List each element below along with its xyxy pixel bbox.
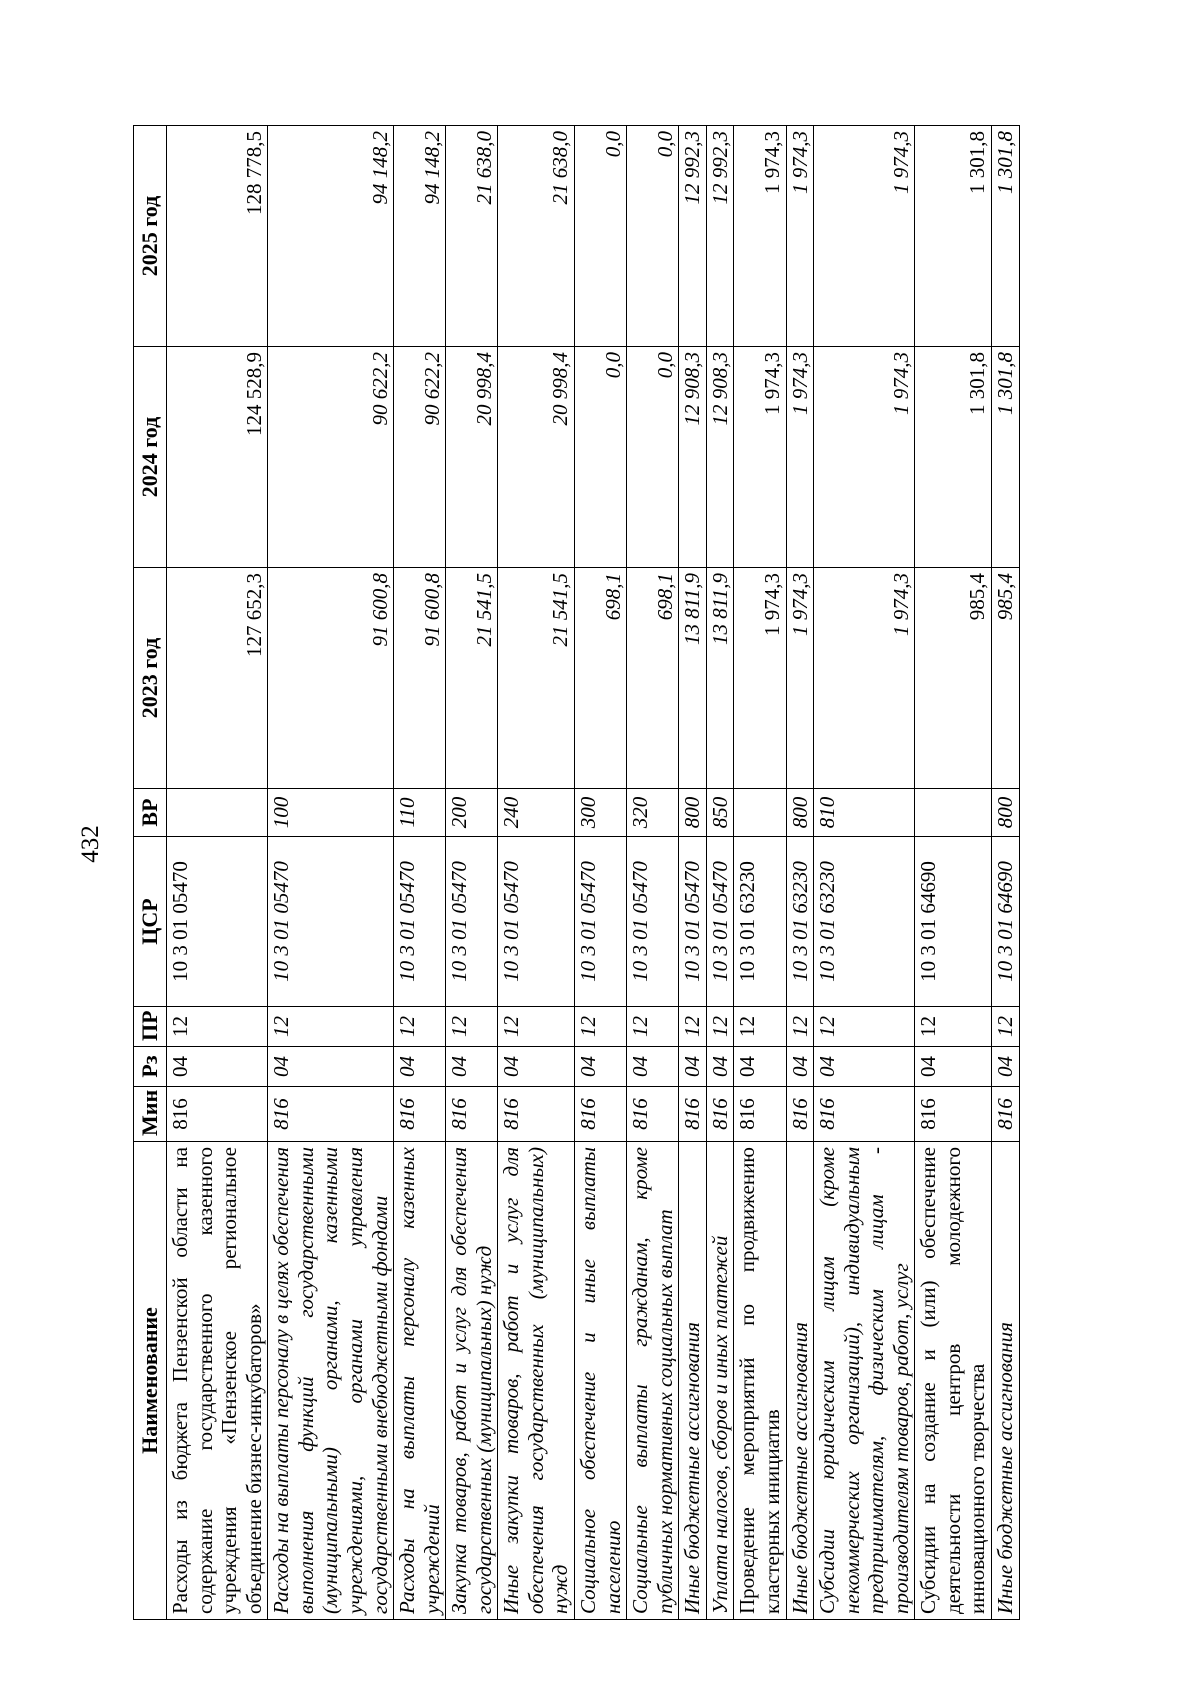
cell-name: Иные закупки товаров, работ и услуг для обеспечения государственных (муниципальных) нужд [498, 1142, 575, 1620]
table-row [627, 126, 679, 1620]
table-row [706, 126, 734, 1620]
cell-y2024: 124 528,9 [167, 347, 268, 568]
cell-min: 816 [575, 1087, 627, 1142]
cell-csr: 10 3 01 63230 [786, 837, 814, 1007]
cell-vr: 320 [627, 789, 679, 837]
table-rotator [133, 125, 1020, 1620]
cell-rz: 04 [446, 1047, 498, 1087]
cell-pr: 12 [786, 1007, 814, 1047]
cell-y2023: 13 811,9 [679, 568, 707, 789]
cell-csr: 10 3 01 05470 [679, 837, 707, 1007]
table-row [992, 126, 1020, 1620]
cell-y2023: 21 541,5 [446, 568, 498, 789]
header-rz: Рз [134, 1047, 167, 1087]
cell-y2025: 12 992,3 [706, 126, 734, 347]
cell-csr: 10 3 01 64690 [992, 837, 1020, 1007]
cell-csr: 10 3 01 05470 [706, 837, 734, 1007]
cell-y2025: 94 148,2 [268, 126, 394, 347]
header-2023: 2023 год [134, 568, 167, 789]
cell-vr: 100 [268, 789, 394, 837]
cell-rz: 04 [786, 1047, 814, 1087]
cell-csr: 10 3 01 64690 [915, 837, 992, 1007]
cell-pr: 12 [167, 1007, 268, 1047]
header-name: Наименование [134, 1142, 167, 1620]
cell-vr: 800 [992, 789, 1020, 837]
cell-min: 816 [679, 1087, 707, 1142]
cell-y2024: 1 974,3 [814, 347, 915, 568]
cell-y2023: 13 811,9 [706, 568, 734, 789]
cell-rz: 04 [915, 1047, 992, 1087]
cell-csr: 10 3 01 05470 [167, 837, 268, 1007]
cell-rz: 04 [627, 1047, 679, 1087]
table-row [814, 126, 915, 1620]
cell-vr: 110 [394, 789, 446, 837]
cell-y2023: 127 652,3 [167, 568, 268, 789]
cell-min: 816 [394, 1087, 446, 1142]
cell-min: 816 [734, 1087, 786, 1142]
cell-vr: 850 [706, 789, 734, 837]
cell-y2023: 1 974,3 [734, 568, 786, 789]
cell-name: Расходы на выплаты персоналу в целях обеспечения выполнения функций государственными (муниципальными) органами, казенными учреждениями, органами управления государственными внебюджетными фондами [268, 1142, 394, 1620]
cell-name: Уплата налогов, сборов и иных платежей [706, 1142, 734, 1620]
cell-y2023: 985,4 [915, 568, 992, 789]
cell-min: 816 [915, 1087, 992, 1142]
cell-csr: 10 3 01 05470 [627, 837, 679, 1007]
table-row [786, 126, 814, 1620]
cell-y2023: 1 974,3 [814, 568, 915, 789]
cell-min: 816 [814, 1087, 915, 1142]
cell-y2024: 20 998,4 [498, 347, 575, 568]
cell-rz: 04 [394, 1047, 446, 1087]
cell-min: 816 [268, 1087, 394, 1142]
cell-y2024: 12 908,3 [679, 347, 707, 568]
cell-y2024: 1 301,8 [915, 347, 992, 568]
cell-name: Иные бюджетные ассигнования [786, 1142, 814, 1620]
cell-vr: 800 [786, 789, 814, 837]
cell-name: Социальные выплаты гражданам, кроме публичных нормативных социальных выплат [627, 1142, 679, 1620]
cell-pr: 12 [268, 1007, 394, 1047]
cell-y2025: 0,0 [627, 126, 679, 347]
cell-vr [167, 789, 268, 837]
cell-y2025: 1 974,3 [814, 126, 915, 347]
cell-vr: 240 [498, 789, 575, 837]
table-row [734, 126, 786, 1620]
cell-name: Иные бюджетные ассигнования [992, 1142, 1020, 1620]
cell-min: 816 [706, 1087, 734, 1142]
table-body [167, 126, 1020, 1620]
cell-name: Субсидии на создание и (или) обеспечение деятельности центров молодежного инновационного творчества [915, 1142, 992, 1620]
cell-vr [915, 789, 992, 837]
cell-y2024: 0,0 [575, 347, 627, 568]
cell-csr: 10 3 01 05470 [498, 837, 575, 1007]
cell-vr: 200 [446, 789, 498, 837]
cell-csr: 10 3 01 05470 [394, 837, 446, 1007]
cell-min: 816 [786, 1087, 814, 1142]
cell-rz: 04 [706, 1047, 734, 1087]
cell-y2025: 21 638,0 [498, 126, 575, 347]
header-row [134, 126, 167, 1620]
cell-y2025: 128 778,5 [167, 126, 268, 347]
cell-rz: 04 [679, 1047, 707, 1087]
table-row [167, 126, 268, 1620]
cell-y2024: 90 622,2 [268, 347, 394, 568]
cell-y2023: 91 600,8 [394, 568, 446, 789]
cell-pr: 12 [394, 1007, 446, 1047]
cell-pr: 12 [575, 1007, 627, 1047]
cell-pr: 12 [446, 1007, 498, 1047]
cell-name: Иные бюджетные ассигнования [679, 1142, 707, 1620]
header-2025: 2025 год [134, 126, 167, 347]
header-csr: ЦСР [134, 837, 167, 1007]
cell-csr: 10 3 01 63230 [734, 837, 786, 1007]
cell-rz: 04 [167, 1047, 268, 1087]
cell-min: 816 [627, 1087, 679, 1142]
cell-y2023: 1 974,3 [786, 568, 814, 789]
cell-y2025: 12 992,3 [679, 126, 707, 347]
cell-y2025: 21 638,0 [446, 126, 498, 347]
cell-pr: 12 [814, 1007, 915, 1047]
cell-rz: 04 [992, 1047, 1020, 1087]
cell-vr: 810 [814, 789, 915, 837]
cell-min: 816 [446, 1087, 498, 1142]
table-row [498, 126, 575, 1620]
table-row [446, 126, 498, 1620]
cell-name: Расходы на выплаты персоналу казенных учреждений [394, 1142, 446, 1620]
cell-y2024: 1 974,3 [734, 347, 786, 568]
cell-y2023: 21 541,5 [498, 568, 575, 789]
cell-y2025: 1 301,8 [992, 126, 1020, 347]
table-row [394, 126, 446, 1620]
cell-name: Субсидии юридическим лицам (кроме некоммерческих организаций), индивидуальным предпринимателям, физическим лицам - производителям товаров, работ, услуг [814, 1142, 915, 1620]
cell-vr: 300 [575, 789, 627, 837]
cell-vr: 800 [679, 789, 707, 837]
header-2024: 2024 год [134, 347, 167, 568]
cell-name: Расходы из бюджета Пензенской области на содержание государственного казенного учреждения «Пензенское региональное объединение бизнес-инкубаторов» [167, 1142, 268, 1620]
cell-csr: 10 3 01 05470 [268, 837, 394, 1007]
cell-y2024: 20 998,4 [446, 347, 498, 568]
cell-csr: 10 3 01 05470 [446, 837, 498, 1007]
cell-min: 816 [498, 1087, 575, 1142]
cell-y2023: 698,1 [627, 568, 679, 789]
cell-rz: 04 [814, 1047, 915, 1087]
cell-y2025: 94 148,2 [394, 126, 446, 347]
cell-y2024: 1 974,3 [786, 347, 814, 568]
cell-y2025: 0,0 [575, 126, 627, 347]
header-vr: ВР [134, 789, 167, 837]
cell-name: Социальное обеспечение и иные выплаты населению [575, 1142, 627, 1620]
cell-pr: 12 [992, 1007, 1020, 1047]
table-row [915, 126, 992, 1620]
cell-y2024: 0,0 [627, 347, 679, 568]
cell-name: Закупка товаров, работ и услуг для обеспечения государственных (муниципальных) нужд [446, 1142, 498, 1620]
cell-pr: 12 [915, 1007, 992, 1047]
table-row [679, 126, 707, 1620]
cell-y2024: 1 301,8 [992, 347, 1020, 568]
cell-vr [734, 789, 786, 837]
cell-y2025: 1 301,8 [915, 126, 992, 347]
cell-min: 816 [167, 1087, 268, 1142]
cell-y2023: 985,4 [992, 568, 1020, 789]
cell-csr: 10 3 01 05470 [575, 837, 627, 1007]
cell-rz: 04 [734, 1047, 786, 1087]
cell-y2025: 1 974,3 [734, 126, 786, 347]
budget-table [133, 125, 1020, 1620]
cell-y2023: 91 600,8 [268, 568, 394, 789]
cell-pr: 12 [706, 1007, 734, 1047]
cell-csr: 10 3 01 63230 [814, 837, 915, 1007]
cell-y2023: 698,1 [575, 568, 627, 789]
cell-pr: 12 [498, 1007, 575, 1047]
cell-pr: 12 [679, 1007, 707, 1047]
table-row [268, 126, 394, 1620]
cell-y2025: 1 974,3 [786, 126, 814, 347]
header-pr: ПР [134, 1007, 167, 1047]
cell-pr: 12 [627, 1007, 679, 1047]
cell-rz: 04 [575, 1047, 627, 1087]
cell-y2024: 90 622,2 [394, 347, 446, 568]
header-min: Мин [134, 1087, 167, 1142]
page-number: 432 [76, 825, 104, 863]
cell-y2024: 12 908,3 [706, 347, 734, 568]
cell-pr: 12 [734, 1007, 786, 1047]
table-row [575, 126, 627, 1620]
cell-name: Проведение мероприятий по продвижению кластерных инициатив [734, 1142, 786, 1620]
cell-rz: 04 [268, 1047, 394, 1087]
cell-min: 816 [992, 1087, 1020, 1142]
cell-rz: 04 [498, 1047, 575, 1087]
